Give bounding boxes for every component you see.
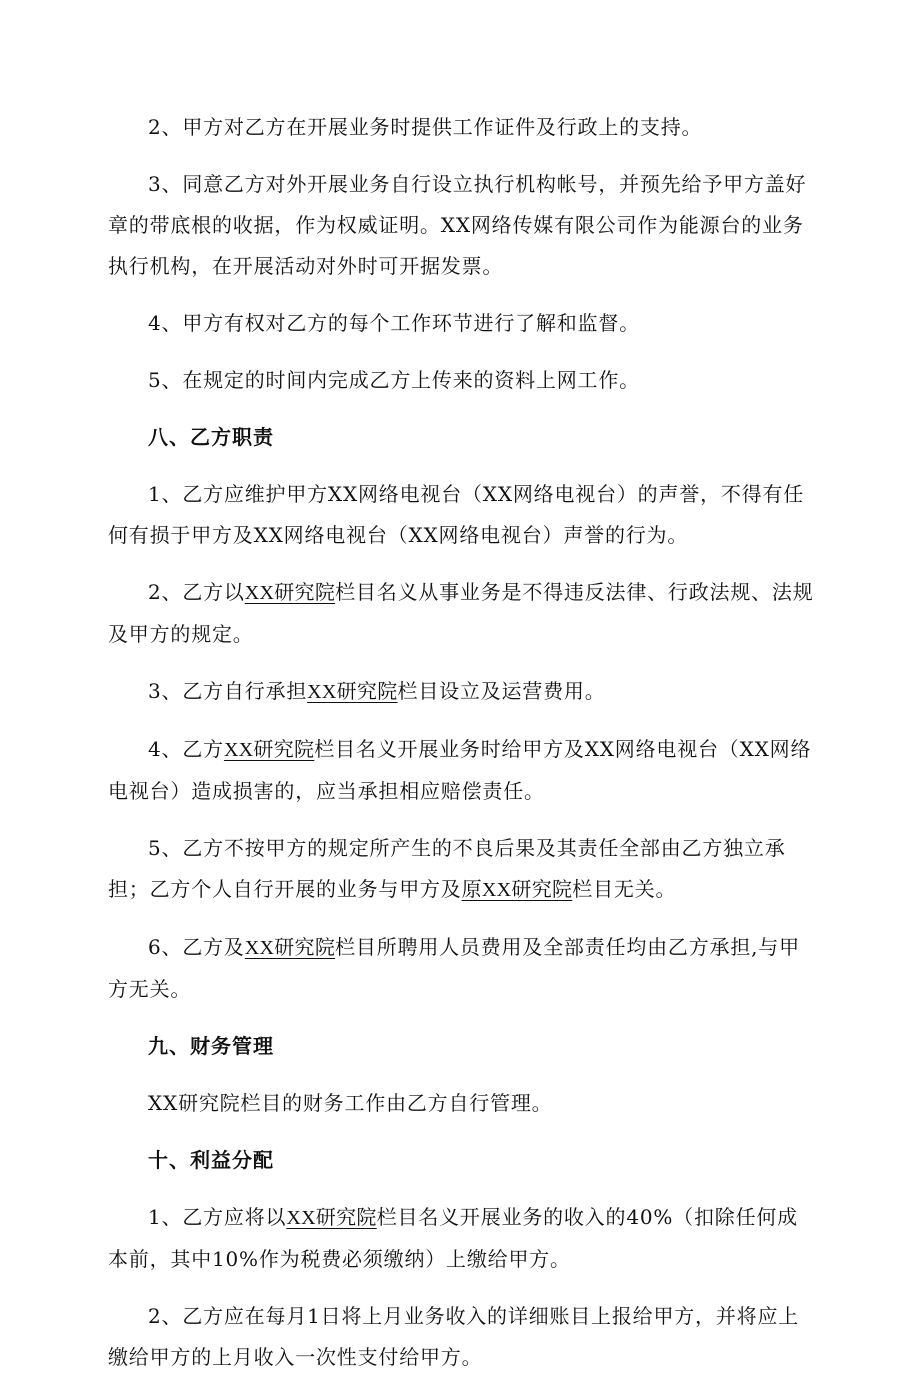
text-segment: 6、乙方及 bbox=[148, 935, 245, 959]
text-segment: 栏目名义开展业务时给甲方及XX网络电视台（XX网络电视台）造成损害的，应当承担相应赔偿责任。 bbox=[108, 737, 812, 803]
finance-paragraph: XX研究院栏目的财务工作由乙方自行管理。 bbox=[148, 1091, 553, 1115]
text-segment: 5、乙方不按甲方的规定所产生的不良后果及其责任全部由乙方独立承担；乙方个人自行开展的业务与甲方及 bbox=[108, 836, 786, 901]
profit-paragraph-1 bbox=[108, 1197, 818, 1280]
duty-paragraph-6 bbox=[108, 927, 818, 1010]
section-heading-8: 八、乙方职责 bbox=[148, 425, 274, 449]
text-segment: 3、乙方自行承担 bbox=[148, 679, 308, 703]
paragraph-5: 5、在规定的时间内完成乙方上传来的资料上网工作。 bbox=[148, 368, 640, 392]
profit-paragraph-2: 2、乙方应在每月1日将上月业务收入的详细账目上报给甲方，并将应上缴给甲方的上月收入一次性支付给甲方。 bbox=[108, 1304, 800, 1369]
paragraph-3: 3、同意乙方对外开展业务自行设立执行机构帐号，并预先给予甲方盖好章的带底根的收据，作为权威证明。XX网络传媒有限公司作为能源台的业务执行机构，在开展活动对外时可开据发票。 bbox=[108, 172, 807, 278]
duty-paragraph-2 bbox=[108, 572, 818, 655]
duty-paragraph-3 bbox=[108, 671, 818, 713]
text-segment: 栏目名义从事业务是不得违反法律、行政法规、法规及甲方的规定。 bbox=[108, 580, 814, 646]
text-segment: 栏目所聘用人员费用及全部责任均由乙方承担,与甲方无关。 bbox=[108, 935, 800, 1001]
text-segment: 栏目无关。 bbox=[572, 877, 677, 901]
text-segment: 2、乙方以 bbox=[148, 580, 245, 604]
paragraph-4: 4、甲方有权对乙方的每个工作环节进行了解和监督。 bbox=[148, 311, 640, 335]
underlined-institute-name: XX研究院 bbox=[307, 681, 398, 703]
duty-paragraph-4 bbox=[108, 729, 818, 812]
section-heading-10: 十、利益分配 bbox=[148, 1148, 274, 1172]
text-segment: 栏目名义开展业务的收入的40%（扣除任何成本前，其中10%作为税费必须缴纳）上缴给甲方。 bbox=[108, 1205, 798, 1271]
underlined-institute-name: XX研究院 bbox=[244, 582, 336, 604]
underlined-institute-name: XX研究院 bbox=[286, 1207, 377, 1229]
underlined-institute-name: XX研究院 bbox=[223, 739, 315, 761]
section-heading-9: 九、财务管理 bbox=[148, 1034, 274, 1058]
text-segment: 1、乙方应将以 bbox=[148, 1205, 287, 1229]
underlined-institute-name: XX研究院 bbox=[244, 937, 336, 959]
duty-paragraph-1: 1、乙方应维护甲方XX网络电视台（XX网络电视台）的声誉，不得有任何有损于甲方及XX网络电视台（XX网络电视台）声誉的行为。 bbox=[108, 482, 805, 547]
document-body bbox=[108, 107, 818, 1394]
paragraph-2: 2、甲方对乙方在开展业务时提供工作证件及行政上的支持。 bbox=[148, 115, 703, 139]
text-segment: 栏目设立及运营费用。 bbox=[397, 679, 606, 703]
underlined-institute-name: 原XX研究院 bbox=[461, 879, 573, 901]
duty-paragraph-5 bbox=[108, 828, 818, 911]
text-segment: 4、乙方 bbox=[148, 737, 224, 761]
